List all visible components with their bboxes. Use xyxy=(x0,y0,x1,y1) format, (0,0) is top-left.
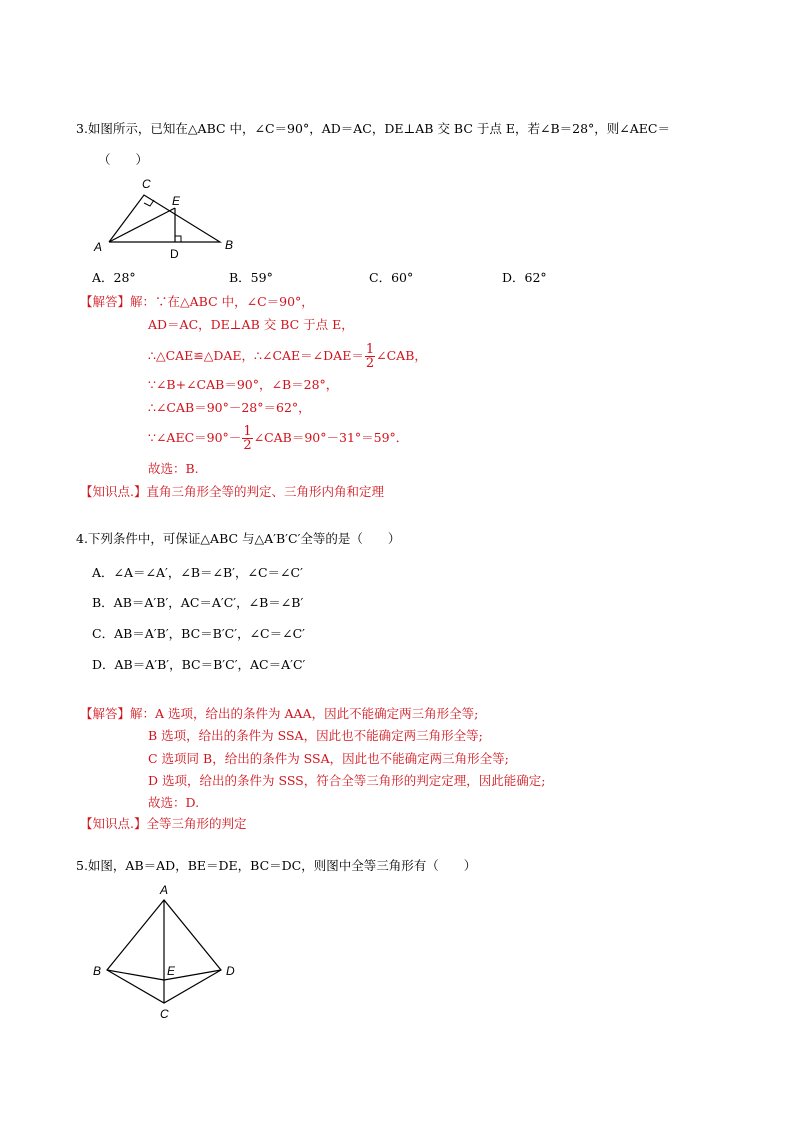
q3-knowledge-tag: 【知识点.】 xyxy=(80,484,147,499)
q3-stem: 3.如图所示，已知在△ABC 中，∠C＝90°，AD＝AC，DE⊥AB 交 BC 于点 E，若∠B＝28°，则∠AEC＝ xyxy=(76,121,670,136)
q3-option-c: C．60° xyxy=(369,270,414,285)
q5-label-e: E xyxy=(167,964,176,978)
q3-frac-1-den: 2 xyxy=(365,356,375,371)
q4-answer-line-4: D 选项，给出的条件为 SSS，符合全等三角形的判定定理，因此能确定; xyxy=(148,773,546,788)
q3-answer-line-2: AD＝AC，DE⊥AB 交 BC 于点 E， xyxy=(148,317,354,332)
q3-frac-2-den: 2 xyxy=(243,438,252,453)
q4-knowledge: 【知识点.】全等三角形的判定 xyxy=(80,816,247,831)
q5-label-b: B xyxy=(93,964,102,978)
q3-option-a: A．28° xyxy=(92,270,136,285)
q3-frac-2-num: 1 xyxy=(243,424,252,439)
q3-label-c: C xyxy=(142,177,151,191)
q4-answer-tag: 【解答】 xyxy=(80,706,131,721)
q4-answer-line-1: 【解答】解：A 选项，给出的条件为 AAA，因此不能确定两三角形全等; xyxy=(80,706,479,721)
q3-option-d: D．62° xyxy=(502,270,547,285)
q3-answer-choice: 故选：B. xyxy=(148,461,199,476)
q3-knowledge: 【知识点.】直角三角形全等的判定、三角形内角和定理 xyxy=(80,484,384,499)
q3-answer-line-6: ∵∠AEC＝90°－ $\frac{1}{2}$ ∠CAB＝90°－31°＝59°． xyxy=(148,424,409,453)
q3-answer-tag: 【解答】 xyxy=(80,294,131,309)
q3-triangle-figure xyxy=(88,172,248,262)
q4-knowledge-tag: 【知识点.】 xyxy=(80,816,147,831)
q4-answer-choice: 故选：D. xyxy=(148,795,200,810)
q5-label-c: C xyxy=(160,1007,169,1021)
q3-frac-1-num: 1 xyxy=(365,342,375,357)
q4-option-a: A．∠A＝∠A′，∠B＝∠B′，∠C＝∠C′ xyxy=(92,565,303,580)
q3-label-e: E xyxy=(172,194,181,208)
q3-answer-line-5: ∴∠CAB＝90°－28°＝62°， xyxy=(148,400,311,415)
q3-answer-line-1: 【解答】解：∵在△ABC 中，∠C＝90°， xyxy=(80,294,314,309)
q5-label-d: D xyxy=(226,964,235,978)
q3-option-b: B．59° xyxy=(229,270,273,285)
q5-stem: 5.如图，AB＝AD，BE＝DE，BC＝DC，则图中全等三角形有（ ） xyxy=(76,858,477,873)
q3-label-b: B xyxy=(225,238,234,252)
q4-answer-line-3: C 选项同 B，给出的条件为 SSA，因此也不能确定两三角形全等; xyxy=(148,751,509,766)
q3-answer-line-4: ∵∠B+∠CAB＝90°，∠B＝28°， xyxy=(148,377,339,392)
q4-option-b: B．AB＝A′B′，AC＝A′C′，∠B＝∠B′ xyxy=(92,595,304,610)
q4-answer-line-2: B 选项，给出的条件为 SSA，因此也不能确定两三角形全等; xyxy=(148,728,483,743)
q4-stem: 4.下列条件中，可保证△ABC 与△A′B′C′全等的是（ ） xyxy=(76,531,401,546)
q3-label-d: D xyxy=(170,247,179,261)
q4-option-d: D．AB＝A′B′，BC＝B′C′，AC＝A′C′ xyxy=(92,657,306,672)
q5-label-a: A xyxy=(160,883,169,897)
q4-option-c: C．AB＝A′B′，BC＝B′C′，∠C＝∠C′ xyxy=(92,626,305,641)
q5-kite-figure xyxy=(85,880,255,1030)
q3-answer-line-3: ∴△CAE≌△DAE，∴∠CAE＝∠DAE＝ $\frac{1}{2}$ ∠CAB， xyxy=(148,342,427,371)
q3-answer-paren: （ ） xyxy=(98,152,149,167)
q3-label-a: A xyxy=(94,240,103,254)
